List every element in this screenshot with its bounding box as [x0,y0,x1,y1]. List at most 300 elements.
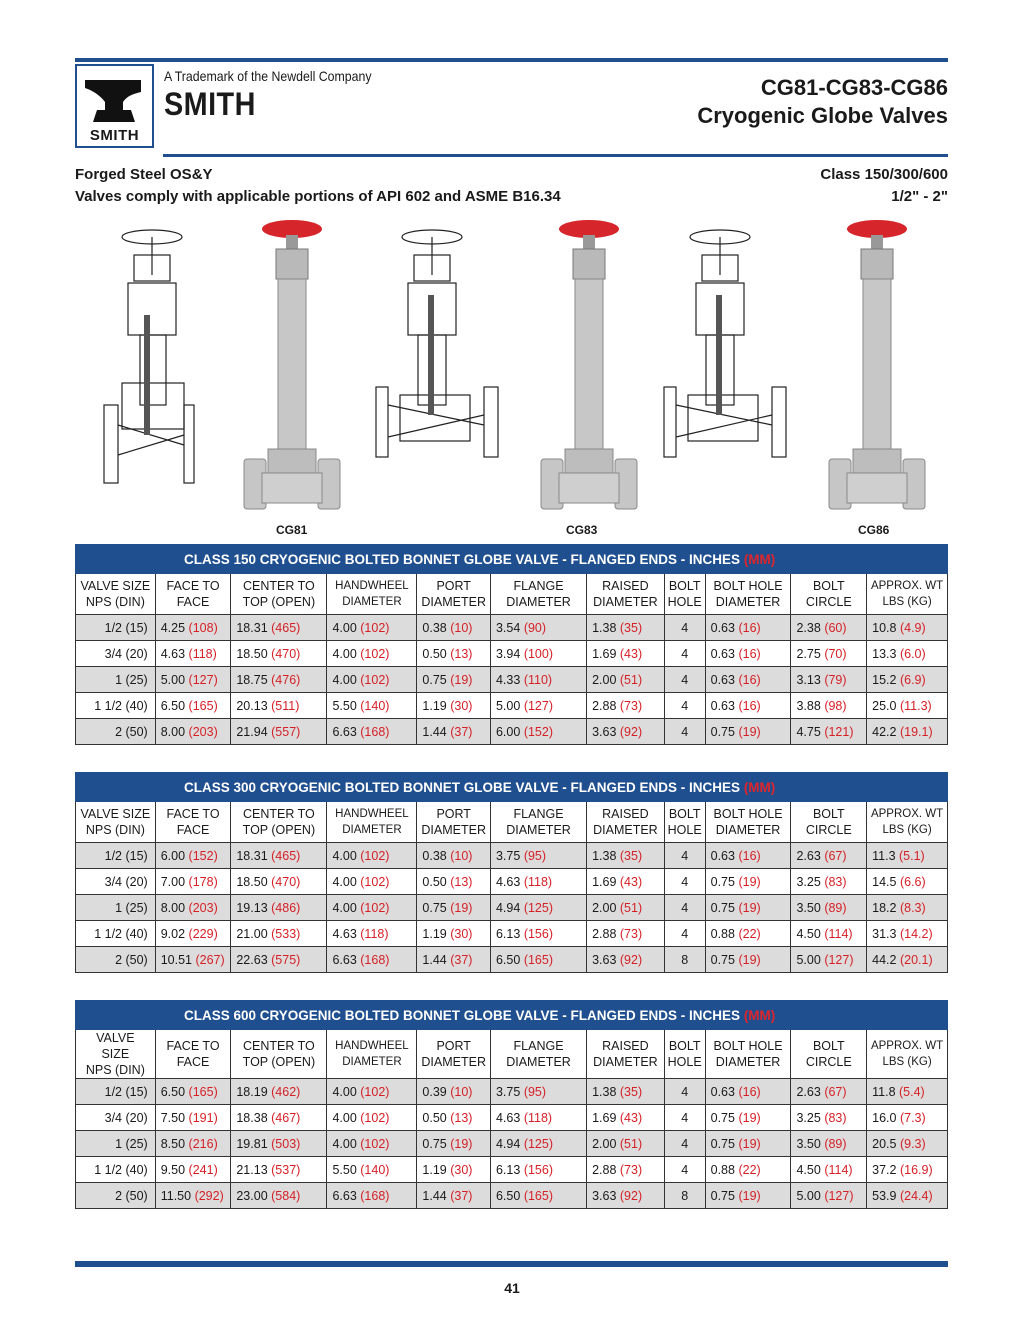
value-cell [490,693,586,719]
inch-value: 0.75 [710,1110,735,1125]
bolt-hole-count [664,869,705,895]
metric-value: (118) [360,926,389,941]
bolt-hole-count [664,895,705,921]
value-cell [155,1105,231,1131]
spec-table-1 [75,772,948,973]
column-header-line: DIAMETER [506,595,571,609]
metric-value: (462) [271,1084,301,1099]
bolt-hole-count [664,1131,705,1157]
inch-value: 4 [681,672,689,687]
inch-value: 0.88 [710,1162,735,1177]
metric-value: (37) [450,1188,473,1203]
value-cell [231,693,327,719]
value-cell [327,1157,417,1183]
metric-value: (152) [188,848,218,863]
inch-value: 4 [681,724,689,739]
column-header-line: BOLT HOLE [713,807,783,821]
metric-value: (229) [188,926,218,941]
table-row [76,719,948,745]
metric-value: (203) [188,724,218,739]
metric-value: (51) [619,900,643,915]
value-cell [867,1105,948,1131]
column-header-line: BOLT [812,579,845,593]
inch-value: 15.2 [872,672,897,687]
metric-value: (16) [738,646,761,661]
metric-value: (470) [271,874,301,889]
inch-value: 2.38 [796,620,821,635]
inch-value: 0.88 [710,926,735,941]
inch-value: 7.50 [160,1110,186,1125]
table-row [76,667,948,693]
metric-value: (486) [271,900,301,915]
inch-value: 6.63 [332,1188,357,1203]
material-line: Forged Steel OS&Y [75,166,213,183]
logo-wordmark: SMITH [89,127,140,144]
column-header-line: DIAMETER [715,823,781,837]
metric-value: (102) [360,620,390,635]
metric-value: (51) [619,1136,643,1151]
column-header [705,1030,791,1079]
metric-value: (118) [523,874,553,889]
metric-value: (83) [824,1110,847,1125]
metric-value: (10) [450,1084,473,1099]
column-header [490,802,586,843]
valve-size-cell [76,667,156,693]
bolt-hole-count [664,1079,705,1105]
brand-name: SMITH [164,86,256,122]
table-title-text: CLASS 600 CRYOGENIC BOLTED BONNET GLOBE VALVE - FLANGED ENDS - INCHES [184,1007,741,1023]
metric-value: (127) [523,698,553,713]
value-cell [791,667,867,693]
bolt-hole-count [664,843,705,869]
value-cell [490,1183,586,1209]
value-cell [155,1131,231,1157]
value-cell [867,1157,948,1183]
inch-value: 10.8 [872,620,897,635]
bolt-hole-count [664,719,705,745]
metric-value: (70) [824,646,847,661]
column-header [231,802,327,843]
column-header [417,1030,491,1079]
value-cell [327,895,417,921]
column-header [155,1030,231,1079]
inch-value: 1 (25) [115,900,148,915]
inch-value: 4 [681,698,689,713]
value-cell [867,895,948,921]
inch-value: 3/4 (20) [104,1110,148,1125]
metric-value: (14.2) [899,926,933,941]
inch-value: 4.50 [796,926,821,941]
column-header-line: BOLT [668,579,701,593]
caption-cg86: CG86 [858,523,890,537]
inch-value: 4.63 [160,646,186,661]
column-header-line: TOP (OPEN) [242,595,316,609]
inch-value: 4.94 [495,900,521,915]
inch-value: 1 (25) [115,1136,148,1151]
metric-value: (110) [523,672,553,687]
value-cell [867,921,948,947]
table-row [76,1183,948,1209]
inch-value: 1/2 (15) [104,848,148,863]
inch-value: 3.25 [796,874,821,889]
value-cell [867,615,948,641]
value-cell [791,693,867,719]
valve-size-cell [76,719,156,745]
inch-value: 8.00 [160,724,186,739]
column-header [791,802,867,843]
column-header-line: CENTER TO [243,1039,315,1053]
inch-value: 0.75 [710,952,735,967]
inch-value: 1.19 [422,926,447,941]
valve-size-cell [76,843,156,869]
metric-value: (73) [619,926,643,941]
metric-value: (7.3) [899,1110,926,1125]
metric-value: (30) [450,926,473,941]
column-header [76,1030,156,1079]
value-cell [705,641,791,667]
inch-value: 4 [681,1084,689,1099]
inch-value: 4.63 [495,1110,521,1125]
metric-value: (13) [450,874,473,889]
inch-value: 3.75 [495,1084,521,1099]
header-top-rule [75,58,948,62]
value-cell [155,1183,231,1209]
metric-value: (10) [450,848,473,863]
metric-value: (16) [738,672,761,687]
value-cell [490,1157,586,1183]
inch-value: 3.13 [796,672,821,687]
value-cell [587,895,665,921]
inch-value: 4.75 [796,724,821,739]
metric-value: (292) [194,1188,224,1203]
value-cell [587,1131,665,1157]
value-cell [791,1105,867,1131]
inch-value: 4 [681,848,689,863]
metric-value: (118) [523,1110,553,1125]
column-header [791,574,867,615]
column-header [664,1030,705,1079]
value-cell [587,1079,665,1105]
value-cell [490,843,586,869]
value-cell [867,1183,948,1209]
metric-value: (73) [619,698,643,713]
metric-value: (178) [188,874,218,889]
column-header-line: BOLT HOLE [713,1039,783,1053]
valve-size-cell [76,1157,156,1183]
inch-value: 18.19 [236,1084,268,1099]
inch-value: 2.63 [796,1084,821,1099]
inch-value: 16.0 [872,1110,897,1125]
metric-value: (127) [824,952,854,967]
column-header [417,574,491,615]
value-cell [705,869,791,895]
value-cell [705,921,791,947]
value-cell [587,693,665,719]
value-cell [417,947,491,973]
inch-value: 0.38 [422,848,447,863]
column-header-line: DIAMETER [593,1055,658,1069]
metric-value: (102) [360,1110,390,1125]
column-header-line: PORT [436,1039,471,1053]
metric-value: (165) [188,698,218,713]
product-title: Cryogenic Globe Valves [697,103,948,128]
value-cell [867,869,948,895]
inch-value: 4 [681,646,689,661]
value-cell [231,719,327,745]
inch-value: 0.39 [422,1084,447,1099]
inch-value: 0.75 [422,900,447,915]
metric-value: (20.1) [899,952,933,967]
column-header [867,1030,948,1079]
metric-value: (73) [619,1162,643,1177]
valve-photo-cg83 [535,215,645,510]
metric-value: (5.1) [899,848,925,863]
inch-value: 0.63 [710,646,735,661]
inch-value: 4.00 [332,874,357,889]
inch-value: 21.94 [236,724,268,739]
metric-value: (11.3) [899,698,932,713]
inch-value: 1 1/2 (40) [94,698,148,713]
column-header-line: RAISED [602,1039,649,1053]
value-cell [867,667,948,693]
bolt-hole-count [664,947,705,973]
inch-value: 0.63 [710,620,735,635]
inch-value: 2.00 [592,672,617,687]
inch-value: 53.9 [872,1188,897,1203]
inch-value: 5.00 [796,1188,821,1203]
table-row [76,869,948,895]
inch-value: 3/4 (20) [104,646,148,661]
metric-value: (241) [188,1162,218,1177]
column-header [327,1030,417,1079]
metric-value: (465) [271,620,301,635]
metric-value: (156) [523,1162,553,1177]
valve-size-cell [76,869,156,895]
inch-value: 4.00 [332,646,357,661]
metric-value: (503) [271,1136,301,1151]
value-cell [155,843,231,869]
value-cell [231,843,327,869]
value-cell [417,1157,491,1183]
inch-value: 4 [681,900,689,915]
column-header-line: TOP (OPEN) [242,1055,316,1069]
column-header-line: RAISED [602,579,649,593]
inch-value: 4.00 [332,848,357,863]
column-header-line: DIAMETER [421,823,486,837]
value-cell [327,1105,417,1131]
value-cell [705,895,791,921]
column-header-line: BOLT [668,1039,701,1053]
column-header-line: CIRCLE [805,1055,852,1069]
metric-value: (127) [824,1188,854,1203]
column-header-line: CIRCLE [805,823,852,837]
value-cell [490,1131,586,1157]
value-cell [417,641,491,667]
inch-value: 0.63 [710,672,735,687]
page-number: 41 [504,1280,520,1296]
column-header-line: DIAMETER [593,595,658,609]
metric-value: (152) [523,724,553,739]
column-header-line: DIAMETER [421,1055,486,1069]
inch-value: 3.75 [495,848,521,863]
table-title-text: CLASS 300 CRYOGENIC BOLTED BONNET GLOBE VALVE - FLANGED ENDS - INCHES [184,779,741,795]
column-header-line: LBS (KG) [882,1056,932,1068]
value-cell [705,1157,791,1183]
table-row [76,641,948,667]
bolt-hole-count [664,693,705,719]
value-cell [587,1183,665,1209]
column-header-line: FLANGE [513,807,564,821]
column-header [231,574,327,615]
inch-value: 20.5 [872,1136,897,1151]
inch-value: 4.50 [796,1162,821,1177]
inch-value: 2.88 [592,1162,617,1177]
value-cell [490,947,586,973]
value-cell [231,1157,327,1183]
inch-value: 0.50 [422,646,447,661]
metric-value: (35) [619,620,643,635]
value-cell [417,693,491,719]
value-cell [867,843,948,869]
bolt-hole-count [664,615,705,641]
column-header [705,574,791,615]
inch-value: 3.50 [796,1136,821,1151]
table-title [76,773,948,802]
metric-value: (467) [271,1110,301,1125]
metric-value: (584) [271,1188,301,1203]
value-cell [327,641,417,667]
metric-value: (95) [523,1084,547,1099]
metric-value: (102) [360,1136,390,1151]
inch-value: 2 (50) [115,724,148,739]
metric-value: (19) [738,900,761,915]
column-header [76,574,156,615]
inch-value: 8 [681,952,689,967]
value-cell [867,641,948,667]
metric-value: (90) [523,620,547,635]
metric-value: (19) [738,724,761,739]
value-cell [587,869,665,895]
inch-value: 1 1/2 (40) [94,1162,148,1177]
column-header-line: DIAMETER [342,824,402,836]
column-header-line: FACE TO [166,1039,220,1053]
column-header-line: CIRCLE [805,595,852,609]
metric-value: (24.4) [899,1188,933,1203]
valve-size-cell [76,1079,156,1105]
value-cell [791,1183,867,1209]
inch-value: 4 [681,926,689,941]
inch-value: 10.51 [160,952,192,967]
metric-value: (35) [619,848,643,863]
inch-value: 4 [681,1162,689,1177]
table-row [76,615,948,641]
inch-value: 4.00 [332,672,357,687]
spec-table-0 [75,544,948,745]
inch-value: 18.75 [236,672,268,687]
inch-value: 5.50 [332,698,357,713]
metric-value: (98) [824,698,847,713]
column-header-line: HOLE [667,1055,702,1069]
column-header-line: HANDWHEEL [335,580,409,592]
inch-value: 1.38 [592,1084,617,1099]
metric-value: (6.6) [899,874,926,889]
value-cell [490,1079,586,1105]
inch-value: 20.13 [236,698,268,713]
metric-value: (43) [619,646,643,661]
inch-value: 25.0 [872,698,897,713]
metric-value: (95) [523,848,547,863]
value-cell [327,719,417,745]
inch-value: 2.88 [592,698,617,713]
inch-value: 3.50 [796,900,821,915]
inch-value: 9.50 [160,1162,186,1177]
inch-value: 0.38 [422,620,447,635]
value-cell [587,921,665,947]
column-header-line: FACE TO [166,579,220,593]
footer-rule [75,1261,948,1267]
inch-value: 3.63 [592,1188,617,1203]
inch-value: 0.75 [422,1136,447,1151]
cutaway-drawing-cg81 [100,215,195,505]
valve-photo-cg86 [823,215,933,510]
metric-value: (43) [619,1110,643,1125]
table-title-unit: (MM) [743,779,776,795]
metric-value: (22) [738,926,761,941]
value-cell [587,843,665,869]
inch-value: 1.38 [592,848,617,863]
bolt-hole-count [664,667,705,693]
value-cell [705,719,791,745]
inch-value: 1 1/2 (40) [94,926,148,941]
inch-value: 4.00 [332,1084,357,1099]
inch-value: 0.75 [710,874,735,889]
metric-value: (92) [619,1188,643,1203]
value-cell [327,869,417,895]
value-cell [587,667,665,693]
table-row [76,921,948,947]
anvil-icon [83,76,146,126]
inch-value: 6.63 [332,952,357,967]
inch-value: 6.00 [495,724,521,739]
column-header-line: BOLT [812,1039,845,1053]
value-cell [155,947,231,973]
table-row [76,947,948,973]
value-cell [155,921,231,947]
inch-value: 1.44 [422,952,447,967]
table-row [76,1131,948,1157]
inch-value: 3.25 [796,1110,821,1125]
column-header-line: HOLE [667,823,702,837]
metric-value: (79) [824,672,847,687]
inch-value: 23.00 [236,1188,268,1203]
value-cell [327,693,417,719]
column-header [490,1030,586,1079]
column-header-line: APPROX. WT [870,580,944,592]
value-cell [155,895,231,921]
value-cell [587,947,665,973]
metric-value: (191) [188,1110,218,1125]
table-title [76,545,948,574]
column-header-line: FACE [176,823,210,837]
value-cell [155,719,231,745]
metric-value: (89) [824,900,847,915]
column-header-line: PORT [436,807,471,821]
value-cell [417,921,491,947]
metric-value: (165) [523,952,553,967]
inch-value: 1/2 (15) [104,1084,148,1099]
column-header-line: FACE [176,595,210,609]
value-cell [791,615,867,641]
